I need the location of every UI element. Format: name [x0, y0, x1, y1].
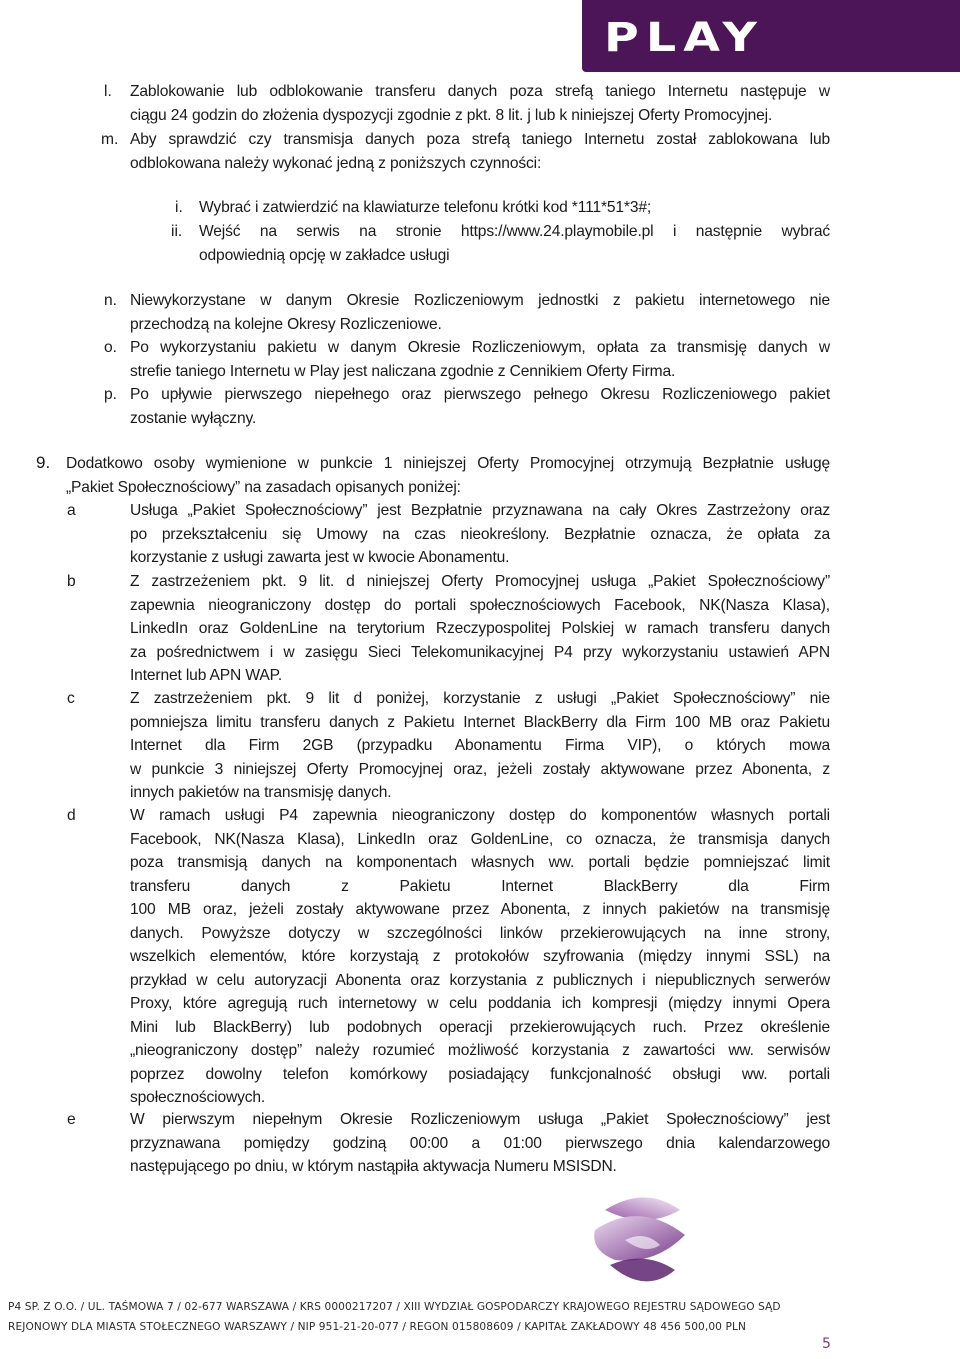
- section-9-item-d-marker: d: [67, 807, 76, 824]
- footer-company-info-line1: P4 SP. Z O.O. / UL. TAŚMOWA 7 / 02-677 WARSZAWA / KRS 0000217207 / XIII WYDZIAŁ GOSPODARCZY KRAJOWEGO REJESTRU SĄDOWEGO SĄD: [8, 1301, 781, 1313]
- play-logo: [582, 0, 960, 72]
- play-logo-graphic: [582, 0, 960, 72]
- section-9-item-d-line: 100 MB oraz, jeżeli zostały aktywowane przez Abonenta, z innych pakietów na transmisję: [130, 901, 830, 918]
- section-9-item-a-line: po przekształceniu się Umowy na czas nieokreślony. Bezpłatnie oznacza, że opłata za: [130, 525, 830, 543]
- section-m-marker: m.: [101, 131, 119, 148]
- section-9-item-a-marker: a: [67, 502, 76, 519]
- section-o-line: strefie taniego Internetu w Play jest naliczana zgodnie z Cennikiem Oferty Firma.: [130, 362, 676, 380]
- section-9-item-d-line: Mini lub BlackBerry) lub podobnych operacji przekierowujących ruch. Przez określenie: [130, 1018, 830, 1036]
- section-9-item-e-line: przyznawana pomiędzy godziną 00:00 a 01:00 pierwszego dnia kalendarzowego: [130, 1134, 830, 1152]
- section-o-marker: o.: [104, 339, 118, 356]
- section-9-item-d-line: poprzez dowolny telefon komórkowy posiadający funkcjonalność obsługi ww. portali: [130, 1065, 830, 1083]
- section-9-item-c-line: Internet dla Firm 2GB (przypadku Abonamentu Firma VIP), o których mowa: [130, 737, 830, 754]
- section-9-item-c-line: w punkcie 3 niniejszej Oferty Promocyjnej oraz, jeżeli zostały aktywowane przez Abonenta, z: [130, 760, 830, 778]
- section-9-item-e-line: następującego po dniu, w którym nastąpiła aktywacja Numeru MSISDN.: [130, 1158, 617, 1175]
- section-9-line: Dodatkowo osoby wymienione w punkcie 1 niniejszej Oferty Promocyjnej otrzymują Bezpłatnie usługę: [66, 455, 830, 472]
- section-9-item-b-line: zapewnia nieograniczony dostęp do portali społecznościowych Facebook, NK(Nasza Klasa),: [130, 596, 830, 614]
- section-9-item-c-line: innych pakietów na transmisję danych.: [130, 784, 392, 801]
- page-number: 5: [822, 1336, 831, 1352]
- section-m-sub-ii-line: odpowiednią opcję w zakładce usługi: [199, 246, 450, 264]
- section-9-item-d-line: „nieograniczony dostęp” należy rozumieć możliwość korzystania z zawartości ww. serwisów: [130, 1042, 830, 1059]
- section-9-item-b-line: LinkedIn oraz GoldenLine na terytorium Rzeczypospolitej Polskiej w ramach transferu danych: [130, 620, 830, 637]
- section-n-line: przechodzą na kolejne Okresy Rozliczeniowe.: [130, 315, 442, 333]
- section-9-line: „Pakiet Społecznościowy” na zasadach opisanych poniżej:: [66, 478, 461, 496]
- section-n-line: Niewykorzystane w danym Okresie Rozliczeniowym jednostki z pakietu internetowego nie: [130, 292, 830, 309]
- section-9-item-c-line: pomniejsza limitu transferu danych z Pakietu Internet BlackBerry dla Firm 100 MB oraz Pakietu: [130, 713, 830, 731]
- section-m-sub-ii-line: Wejść na serwis na stronie https://www.24.playmobile.pl i następnie wybrać: [199, 223, 830, 240]
- section-p-line: zostanie wyłączny.: [130, 409, 257, 427]
- section-n-marker: n.: [104, 292, 118, 309]
- section-9-item-e-marker: e: [67, 1111, 76, 1128]
- section-9-item-b-line: za pośrednictwem i w zasięgu Sieci Telekomunikacyjnej P4 przy wykorzystaniu ustawień APN: [130, 643, 830, 661]
- section-9-item-d-line: społecznościowych.: [130, 1089, 266, 1106]
- section-9-item-e-line: W pierwszym niepełnym Okresie Rozliczeniowym usługa „Pakiet Społecznościowy” jest: [130, 1111, 830, 1128]
- section-m-line: odblokowana należy wykonać jedną z poniższych czynności:: [130, 154, 542, 172]
- section-m-sub-i-line: Wybrać i zatwierdzić na klawiaturze telefonu krótki kod *111*51*3#;: [199, 199, 652, 216]
- section-9-item-d-line: danych. Powyższe dotyczy w szczególności linków przekierowujących na inne strony,: [130, 924, 830, 942]
- section-l-marker: l.: [104, 83, 112, 100]
- section-9-item-b-marker: b: [67, 573, 76, 590]
- section-9-item-a-line: Usługa „Pakiet Społecznościowy” jest Bezpłatnie przyznawana na cały Okres Zastrzeżony oraz: [130, 502, 830, 519]
- section-9-item-d-line: wszelkich elementów, które korzystają z protokołów szyfrowania (między innymi SSL) na: [130, 948, 830, 965]
- section-9-marker: 9.: [36, 453, 51, 472]
- play-emblem-icon: [585, 1190, 705, 1300]
- section-o-line: Po wykorzystaniu pakietu w danym Okresie Rozliczeniowym, opłata za transmisję danych w: [130, 339, 830, 356]
- section-9-item-d-line: W ramach usługi P4 zapewnia nieograniczony dostęp do komponentów własnych portali: [130, 807, 830, 824]
- section-9-item-d-line: transferu danych z Pakietu Internet BlackBerry dla Firm: [130, 877, 830, 895]
- section-m-sub-i-marker: i.: [175, 199, 183, 216]
- svg-text:PLAY: PLAY: [604, 15, 764, 61]
- section-9-item-d-line: przykład w celu autoryzacji Abonenta oraz korzystania z publicznych i niepublicznych serwerów: [130, 971, 830, 989]
- section-9-item-b-line: Z zastrzeżeniem pkt. 9 lit. d niniejszej Oferty Promocyjnej usługa „Pakiet Społecznościowy”: [130, 573, 830, 590]
- section-9-item-b-line: Internet lub APN WAP.: [130, 667, 283, 684]
- section-9-item-c-line: Z zastrzeżeniem pkt. 9 lit d poniżej, korzystanie z usługi „Pakiet Społecznościowy” nie: [130, 690, 830, 707]
- section-9-item-d-line: poza transmisją danych na komponentach własnych ww. portali będzie pomniejszać limit: [130, 854, 830, 871]
- footer-company-info-line2: REJONOWY DLA MIASTA STOŁECZNEGO WARSZAWY / NIP 951-21-20-077 / REGON 015808609 / KAPITAŁ ZAKŁADOWY 48 456 500,00 PLN: [8, 1321, 746, 1333]
- section-9-item-c-marker: c: [67, 690, 75, 707]
- section-m-sub-ii-marker: ii.: [171, 223, 183, 240]
- section-9-item-a-line: korzystanie z usługi zawarta jest w kwocie Abonamentu.: [130, 549, 510, 566]
- section-9-item-d-line: Facebook, NK(Nasza Klasa), LinkedIn oraz GoldenLine, co oznacza, że transmisja danych: [130, 830, 830, 848]
- section-l-line: ciągu 24 godzin do złożenia dyspozycji zgodnie z pkt. 8 lit. j lub k niniejszej Oferty Promocyjnej.: [130, 106, 773, 124]
- section-p-marker: p.: [104, 386, 118, 403]
- section-l-line: Zablokowanie lub odblokowanie transferu danych poza strefą taniego Internetu następuje w: [130, 83, 830, 100]
- section-p-line: Po upływie pierwszego niepełnego oraz pierwszego pełnego Okresu Rozliczeniowego pakiet: [130, 386, 830, 403]
- section-m-line: Aby sprawdzić czy transmisja danych poza strefą taniego Internetu został zablokowana lub: [130, 131, 830, 148]
- section-9-item-d-line: Proxy, które agregują ruch internetowy w celu poddania ich kompresji (między innymi Opera: [130, 995, 830, 1012]
